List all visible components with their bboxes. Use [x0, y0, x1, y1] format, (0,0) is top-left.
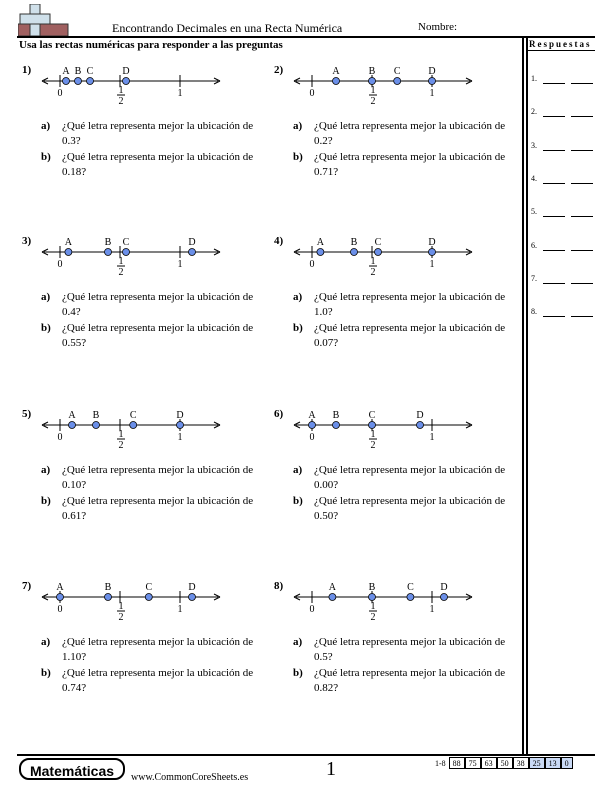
point-label: A	[328, 582, 337, 593]
question-text: ¿Qué letra representa mejor la ubicación de 1.10?	[62, 636, 254, 663]
point-label: A	[316, 237, 325, 248]
point-label: C	[145, 582, 153, 593]
point-marker	[394, 78, 401, 85]
point-label: D	[428, 66, 436, 77]
problem-8	[274, 580, 524, 750]
answer-blank-a[interactable]	[543, 150, 565, 151]
answers-title-rule	[528, 50, 595, 51]
instructions: Usa las rectas numéricas para responder a las preguntas	[19, 39, 283, 51]
tick-label-zero: 0	[309, 432, 315, 443]
tick-label-half-denominator: 2	[118, 440, 124, 451]
answer-number: 2.	[531, 107, 537, 117]
answer-blank-a[interactable]	[543, 250, 565, 251]
point-label: B	[368, 582, 376, 593]
point-label: B	[332, 410, 340, 421]
point-marker	[351, 249, 358, 256]
answer-line-6[interactable]	[531, 241, 591, 253]
answer-number: 7.	[531, 273, 537, 283]
problem-7	[22, 580, 272, 750]
question-text: ¿Qué letra representa mejor la ubicación de 0.74?	[62, 667, 254, 694]
point-label: A	[62, 66, 70, 77]
tick-label-one: 1	[429, 259, 435, 270]
problem-4	[274, 235, 524, 405]
point-label: D	[440, 582, 448, 593]
point-marker	[130, 422, 137, 429]
problem-2	[274, 64, 524, 234]
answer-line-7[interactable]	[531, 274, 591, 286]
problem-5	[22, 408, 272, 578]
tick-label-one: 1	[429, 432, 435, 443]
point-label: B	[92, 410, 100, 421]
point-marker	[309, 422, 316, 429]
tick-label-half-denominator: 2	[370, 440, 376, 451]
point-marker	[65, 249, 72, 256]
point-label: C	[122, 237, 130, 248]
point-label: A	[308, 410, 316, 421]
point-marker	[429, 249, 436, 256]
score-cell: 25	[529, 757, 545, 769]
answer-line-4[interactable]	[531, 174, 591, 186]
point-marker	[333, 422, 340, 429]
answer-blank-b[interactable]	[571, 283, 593, 284]
point-marker	[177, 422, 184, 429]
tick-label-one: 1	[429, 88, 435, 99]
point-marker	[123, 249, 130, 256]
point-marker	[417, 422, 424, 429]
point-marker	[333, 78, 340, 85]
question-text: ¿Qué letra representa mejor la ubicación de 0.18?	[62, 151, 254, 178]
tick-label-zero: 0	[57, 259, 63, 270]
point-label: A	[56, 582, 64, 593]
problem-number: 7)	[22, 580, 32, 592]
tick-label-half-denominator: 2	[370, 267, 376, 278]
point-marker	[57, 594, 64, 601]
answer-blank-b[interactable]	[571, 83, 593, 84]
number-line	[292, 580, 492, 628]
answer-blank-b[interactable]	[571, 150, 593, 151]
question-text: ¿Qué letra representa mejor la ubicación de 0.71?	[314, 151, 506, 178]
point-label: B	[104, 237, 112, 248]
question-text: ¿Qué letra representa mejor la ubicación de 0.55?	[62, 322, 254, 349]
answer-blank-a[interactable]	[543, 283, 565, 284]
tick-label-half-numerator: 1	[370, 85, 376, 96]
score-cell: 50	[497, 757, 513, 769]
number-line	[40, 580, 240, 628]
point-label: A	[68, 410, 76, 421]
point-label: C	[407, 582, 414, 593]
point-label: D	[188, 237, 196, 248]
question-label: b)	[293, 151, 303, 163]
answer-blank-a[interactable]	[543, 83, 565, 84]
answer-blank-b[interactable]	[571, 216, 593, 217]
point-marker	[123, 78, 130, 85]
problem-number: 5)	[22, 408, 32, 420]
name-label: Nombre:	[418, 21, 458, 33]
answer-number: 3.	[531, 140, 537, 150]
problem-number: 4)	[274, 235, 284, 247]
header-rule	[17, 36, 595, 38]
question-label: a)	[293, 636, 303, 648]
point-marker	[93, 422, 100, 429]
point-marker	[441, 594, 448, 601]
point-marker	[369, 78, 376, 85]
tick-label-half-denominator: 2	[118, 96, 124, 107]
problem-number: 3)	[22, 235, 32, 247]
score-cell: 13	[545, 757, 561, 769]
problem-number: 1)	[22, 64, 32, 76]
answer-number: 5.	[531, 207, 537, 217]
question-text: ¿Qué letra representa mejor la ubicación de 0.4?	[62, 291, 254, 318]
question-text: ¿Qué letra representa mejor la ubicación de 0.07?	[314, 322, 506, 349]
answer-number: 4.	[531, 173, 537, 183]
answer-blank-a[interactable]	[543, 116, 565, 117]
point-marker	[329, 594, 336, 601]
question-label: a)	[293, 120, 303, 132]
problem-1	[22, 64, 272, 234]
number-line	[40, 64, 240, 112]
number-line	[40, 408, 240, 456]
score-cell: 63	[481, 757, 497, 769]
point-label: B	[74, 66, 82, 77]
point-label: C	[86, 66, 94, 77]
tick-label-one: 1	[177, 432, 183, 443]
point-label: B	[368, 66, 376, 77]
answer-blank-b[interactable]	[571, 116, 593, 117]
point-label: D	[428, 237, 436, 248]
subject-badge: Matemáticas	[19, 758, 125, 780]
tick-label-one: 1	[177, 259, 183, 270]
point-label: D	[122, 66, 130, 77]
number-line	[292, 235, 492, 283]
question-text: ¿Qué letra representa mejor la ubicación de 0.82?	[314, 667, 506, 694]
score-table	[432, 757, 573, 769]
question-text: ¿Qué letra representa mejor la ubicación de 0.00?	[314, 464, 506, 491]
tick-label-zero: 0	[309, 88, 315, 99]
score-cell: 38	[513, 757, 529, 769]
question-text: ¿Qué letra representa mejor la ubicación de 0.5?	[314, 636, 506, 663]
answer-number: 1.	[531, 74, 537, 83]
answer-line-8[interactable]	[531, 307, 591, 319]
question-text: ¿Qué letra representa mejor la ubicación de 1.0?	[314, 291, 506, 318]
point-marker	[189, 249, 196, 256]
problem-3	[22, 235, 272, 405]
answer-blank-a[interactable]	[543, 316, 565, 317]
number-line	[292, 408, 492, 456]
point-label: D	[188, 582, 196, 593]
answer-blank-a[interactable]	[543, 183, 565, 184]
tick-label-zero: 0	[57, 88, 63, 99]
tick-label-zero: 0	[309, 259, 315, 270]
question-label: a)	[293, 464, 303, 476]
question-label: b)	[293, 667, 303, 679]
tick-label-zero: 0	[309, 604, 315, 615]
tick-label-half-denominator: 2	[118, 267, 124, 278]
page-title: Encontrando Decimales en una Recta Numérica	[112, 21, 343, 35]
question-label: b)	[293, 495, 303, 507]
tick-label-one: 1	[177, 604, 183, 615]
score-cell: 75	[465, 757, 481, 769]
answer-number: 8.	[531, 307, 537, 317]
point-label: D	[416, 410, 424, 421]
score-range: 1-8	[435, 758, 446, 768]
website-url[interactable]: www.CommonCoreSheets.es	[131, 772, 249, 783]
answer-line-1[interactable]	[531, 74, 591, 86]
answer-blank-b[interactable]	[571, 183, 593, 184]
problem-number: 2)	[274, 64, 284, 76]
question-text: ¿Qué letra representa mejor la ubicación de 0.2?	[314, 120, 506, 147]
question-text: ¿Qué letra representa mejor la ubicación de 0.61?	[62, 495, 254, 522]
question-label: a)	[293, 291, 303, 303]
point-marker	[145, 594, 152, 601]
number-line	[292, 64, 492, 112]
tick-label-half-numerator: 1	[370, 429, 376, 440]
tick-label-half-denominator: 2	[370, 612, 376, 623]
point-label: A	[64, 237, 73, 248]
point-marker	[429, 78, 436, 85]
problem-number: 8)	[274, 580, 284, 592]
point-label: B	[104, 582, 112, 593]
question-label: b)	[41, 322, 51, 334]
question-text: ¿Qué letra representa mejor la ubicación de 0.3?	[62, 120, 254, 147]
point-label: C	[374, 237, 382, 248]
point-marker	[369, 422, 376, 429]
tick-label-half-numerator: 1	[370, 256, 376, 267]
question-label: b)	[293, 322, 303, 334]
question-label: a)	[41, 291, 51, 303]
answer-number: 6.	[531, 240, 537, 250]
answer-blank-b[interactable]	[571, 316, 593, 317]
point-marker	[69, 422, 76, 429]
point-label: C	[129, 410, 137, 421]
point-marker	[105, 594, 112, 601]
problem-number: 6)	[274, 408, 284, 420]
point-label: B	[350, 237, 358, 248]
question-label: a)	[41, 464, 51, 476]
number-line	[40, 235, 240, 283]
tick-label-half-numerator: 1	[118, 429, 124, 440]
point-label: C	[393, 66, 401, 77]
score-cell: 88	[449, 757, 465, 769]
page-number: 1	[326, 758, 336, 780]
tick-label-zero: 0	[57, 432, 63, 443]
tick-label-one: 1	[429, 604, 435, 615]
question-label: a)	[41, 636, 51, 648]
answer-blank-b[interactable]	[571, 250, 593, 251]
question-label: b)	[41, 151, 51, 163]
footer-rule	[17, 754, 595, 756]
tick-label-half-denominator: 2	[118, 612, 124, 623]
problem-6	[274, 408, 524, 578]
question-label: a)	[41, 120, 51, 132]
point-marker	[105, 249, 112, 256]
tick-label-zero: 0	[57, 604, 63, 615]
tick-label-half-denominator: 2	[370, 96, 376, 107]
answer-line-3[interactable]	[531, 141, 591, 153]
answer-blank-a[interactable]	[543, 216, 565, 217]
point-marker	[407, 594, 414, 601]
point-marker	[189, 594, 196, 601]
question-label: b)	[41, 495, 51, 507]
point-marker	[75, 78, 82, 85]
point-label: D	[176, 410, 184, 421]
answer-line-5[interactable]	[531, 207, 591, 219]
point-label: A	[332, 66, 340, 77]
tick-label-one: 1	[177, 88, 183, 99]
tick-label-half-numerator: 1	[118, 85, 124, 96]
point-label: C	[368, 410, 376, 421]
tick-label-half-numerator: 1	[118, 256, 124, 267]
point-marker	[87, 78, 94, 85]
point-marker	[63, 78, 70, 85]
answer-column-divider-inner	[526, 36, 528, 754]
question-text: ¿Qué letra representa mejor la ubicación de 0.10?	[62, 464, 254, 491]
score-cell: 0	[561, 757, 573, 769]
question-label: b)	[41, 667, 51, 679]
point-marker	[369, 594, 376, 601]
point-marker	[375, 249, 382, 256]
answer-line-2[interactable]	[531, 107, 591, 119]
answers-title: Respuestas	[529, 39, 592, 49]
tick-label-half-numerator: 1	[118, 601, 124, 612]
logo-plus-icon	[18, 4, 70, 38]
point-marker	[317, 249, 324, 256]
logo	[18, 4, 70, 38]
tick-label-half-numerator: 1	[370, 601, 376, 612]
question-text: ¿Qué letra representa mejor la ubicación de 0.50?	[314, 495, 506, 522]
